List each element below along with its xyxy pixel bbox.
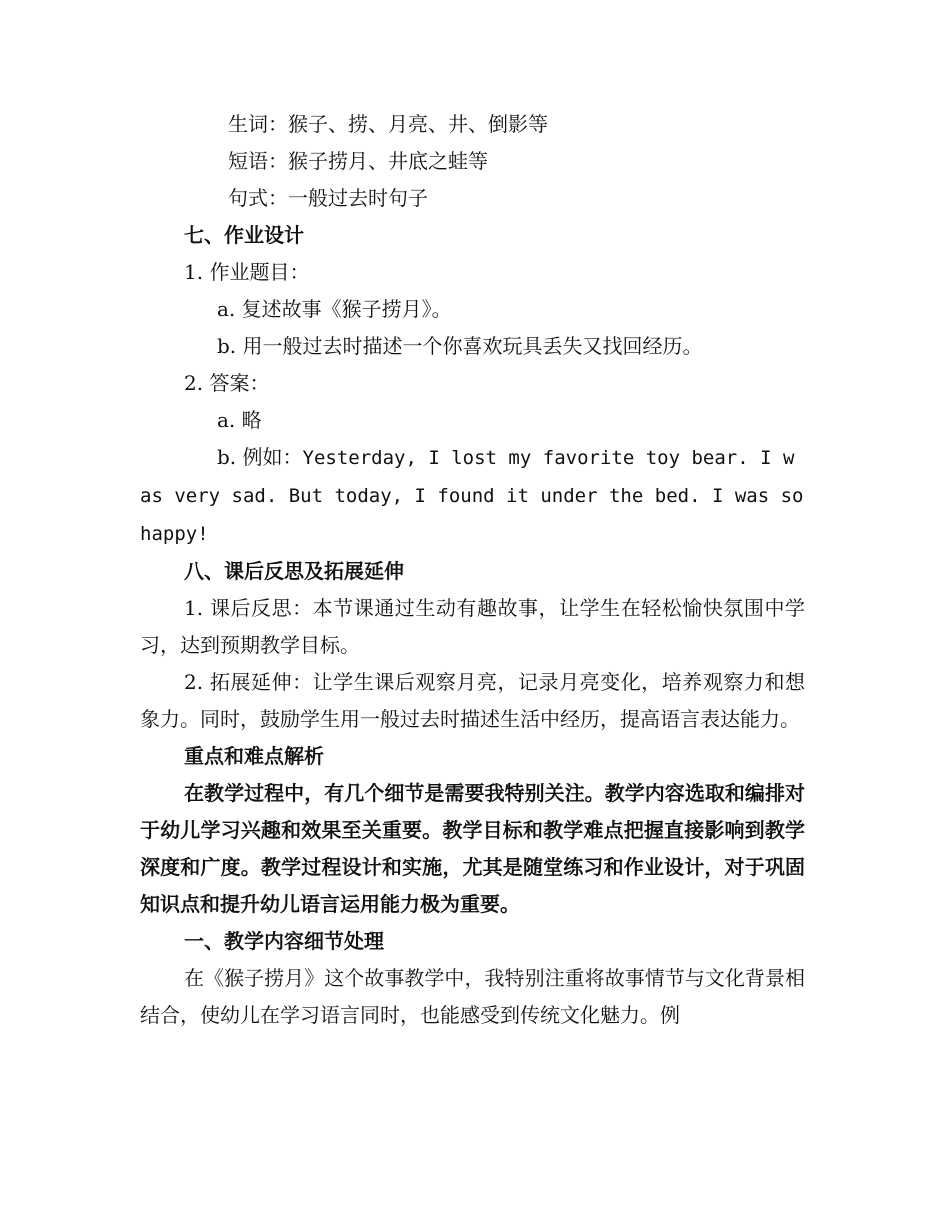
analysis-body: 在《猴子捞月》这个故事教学中，我特别注重将故事情节与文化背景相结合，使幼儿在学习语言同时，也能感受到传统文化魅力。例 — [140, 966, 805, 1027]
analysis-sub-heading: 一、教学内容细节处理 — [184, 929, 384, 953]
section7-item1: 1. 作业题目： — [184, 260, 310, 284]
section7-item2b — [140, 439, 805, 553]
section7-item2: 2. 答案： — [184, 371, 270, 395]
section7-item2b-prefix: b. 例如： — [217, 445, 303, 469]
section7-heading: 七、作业设计 — [184, 223, 304, 247]
document-body — [140, 106, 805, 1034]
analysis-heading: 重点和难点解析 — [184, 744, 324, 768]
analysis-intro: 在教学过程中，有几个细节是需要我特别关注。教学内容选取和编排对于幼儿学习兴趣和效果至关重要。教学目标和教学难点把握直接影响到教学深度和广度。教学过程设计和实施，尤其是随堂练习和作业设计，对于巩固知识点和提升幼儿语言运用能力极为重要。 — [140, 781, 805, 916]
section7-item1a: a. 复述故事《猴子捞月》。 — [217, 297, 452, 321]
vocab-phrases: 短语：猴子捞月、井底之蛙等 — [228, 149, 488, 173]
section7-item2b-text: Yesterday, I lost my favorite toy bear. I was very sad. But today, I found it under the bed. I was so happy! — [140, 447, 804, 545]
vocab-sentence: 句式：一般过去时句子 — [228, 186, 428, 210]
section7-item2a: a. 略 — [217, 408, 262, 432]
section8-item2: 2. 拓展延伸：让学生课后观察月亮，记录月亮变化，培养观察力和想象力。同时，鼓励学生用一般过去时描述生活中经历，提高语言表达能力。 — [140, 670, 805, 731]
section8-heading: 八、课后反思及拓展延伸 — [184, 559, 404, 583]
section7-item1b: b. 用一般过去时描述一个你喜欢玩具丢失又找回经历。 — [217, 334, 703, 358]
vocab-words: 生词：猴子、捞、月亮、井、倒影等 — [228, 112, 548, 136]
section8-item1: 1. 课后反思：本节课通过生动有趣故事，让学生在轻松愉快氛围中学习，达到预期教学目标。 — [140, 596, 805, 657]
